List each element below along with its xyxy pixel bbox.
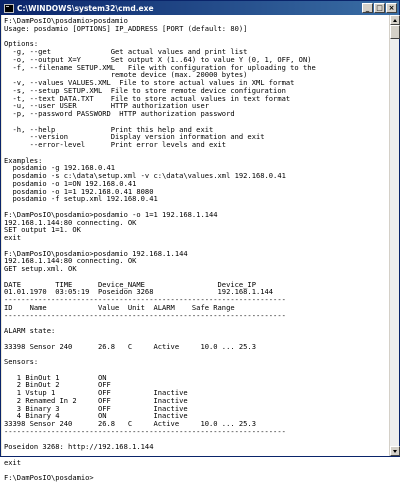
- title-bar[interactable]: [1, 1, 399, 15]
- console-line: Usage: posdamio [OPTIONS] IP_ADDRESS [PORT (default: 80)]: [4, 23, 248, 33]
- minimize-button[interactable]: _: [362, 3, 373, 13]
- console-line: F:\DamPosIO\posdamio>: [4, 473, 94, 482]
- console-line: remote device (max. 20000 bytes): [4, 70, 248, 80]
- console-line: 192.168.1.144:80 connecting. OK: [4, 256, 137, 266]
- console-line: 01.01.1970 03:05:19 Poseidon 3268 192.168.1.144: [4, 287, 274, 297]
- console-line: 33398 Sensor 240 26.8 C Active 10.0 ... 25.3: [4, 341, 256, 351]
- console-line: ID Name Value Unit ALARM Safe Range: [4, 302, 235, 312]
- console-line: 2 Renamed In 2 OFF Inactive: [4, 395, 188, 405]
- scroll-down-arrow-icon[interactable]: [390, 446, 400, 456]
- console-line: [4, 451, 389, 459]
- console-line: DATE TIME Device_NAME Device_IP: [4, 279, 256, 289]
- console-line: Options:: [4, 39, 39, 49]
- console-line: 1 Vstup 1 OFF Inactive: [4, 388, 188, 397]
- console-line: -u, --user USER HTTP authorization user: [4, 101, 209, 111]
- console-line: 192.168.1.144:80 connecting. OK: [4, 217, 137, 227]
- console-line: 4 Binary 4 ON Inactive: [4, 411, 188, 421]
- console-line: posdamio -s c:\data\setup.xml -v c:\data\values.xml 192.168.0.41: [4, 171, 286, 180]
- console-line: [4, 149, 389, 157]
- console-line: F:\DamPosIO\posdamio>posdamio -o 1=1 192.168.1.144: [4, 209, 218, 219]
- console-line: 1 BinOut 1 ON: [4, 372, 107, 382]
- console-line: -t, --text DATA.TXT File to store actual values in text format: [4, 93, 291, 103]
- console-line: posdamio -o 1=ON 192.168.0.41: [4, 178, 137, 188]
- close-button[interactable]: ×: [386, 3, 397, 13]
- console-line: exit: [4, 233, 22, 242]
- console-line: -v, --values VALUES.XML File to store actual values in XML format: [4, 78, 295, 87]
- console-line: -p, --password PASSWORD HTTP authorization password: [4, 109, 235, 118]
- vertical-scrollbar[interactable]: [389, 15, 399, 456]
- console-line: ALARM state:: [4, 326, 56, 335]
- console-line: posdamio -f setup.xml 192.168.0.41: [4, 194, 158, 204]
- window-title: C:\WINDOWS\system32\cmd.exe: [17, 3, 154, 13]
- console-line: F:\DamPosIO\posdamio>posdamio: [4, 16, 128, 25]
- console-line: posdamio -g 192.168.0.41: [4, 163, 116, 173]
- cmd-app-icon[interactable]: [4, 4, 14, 13]
- console-line: ------------------------------------------------------------------: [4, 295, 286, 304]
- console-line: [4, 319, 389, 327]
- console-line: ------------------------------------------------------------------: [4, 426, 286, 436]
- maximize-button[interactable]: □: [374, 3, 385, 13]
- scroll-up-arrow-icon[interactable]: [390, 15, 400, 25]
- console-line: 3 Binary 3 OFF Inactive: [4, 403, 188, 413]
- console-line: -f, --filename SETUP.XML File with configuration for uploading to the: [4, 62, 316, 72]
- window-controls: [362, 3, 397, 13]
- console-line: ------------------------------------------------------------------: [4, 310, 286, 320]
- console-line: [4, 33, 389, 41]
- console-line: --error-level Print error levels and exit: [4, 140, 227, 149]
- console-line: SET output 1=1. OK: [4, 225, 81, 235]
- console-line: 2 BinOut 2 OFF: [4, 380, 111, 390]
- console-line: -s, --setup SETUP.XML File to store remote device configuration: [4, 85, 286, 95]
- console-line: exit: [4, 457, 22, 467]
- console-line: -o, --output X=Y Set output X (1..64) to value Y (0, 1, OFF, ON): [4, 54, 312, 64]
- console-line: Sensors:: [4, 357, 39, 366]
- console-output[interactable]: [2, 15, 389, 482]
- console-line: Examples:: [4, 155, 43, 165]
- console-line: -h, --help Print this help and exit: [4, 124, 214, 134]
- console-line: F:\DamPosIO\posdamio>posdamio 192.168.1.144: [4, 248, 188, 258]
- console-line: posdamio -o 1=1 192.168.0.41 8080: [4, 186, 154, 196]
- console-line: --version Display version information and exit: [4, 132, 265, 142]
- console-line: GET setup.xml. OK: [4, 264, 77, 273]
- console-line: -g, --get Get actual values and print list: [4, 47, 248, 56]
- console-line: Poseidon 3268: http://192.168.1.144: [4, 442, 154, 452]
- scrollbar-thumb[interactable]: [390, 25, 400, 39]
- console-line: [4, 350, 389, 358]
- console-line: 33398 Sensor 240 26.8 C Active 10.0 ... 25.3: [4, 419, 256, 428]
